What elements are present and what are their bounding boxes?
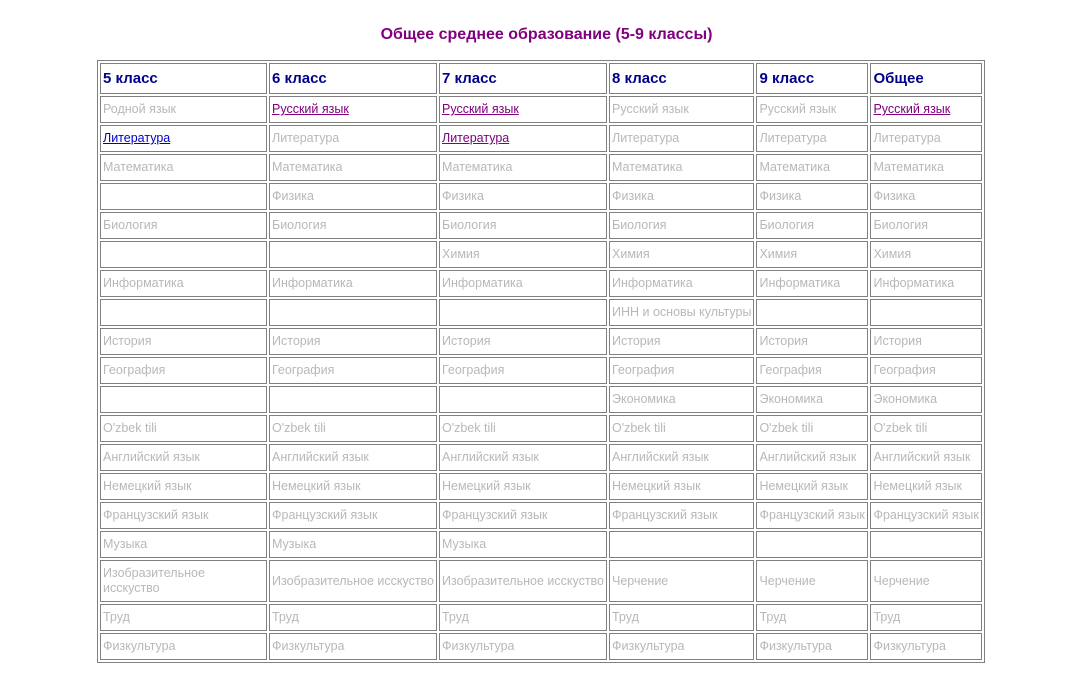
table-cell-grade-7: Изобразительное исскуство [439,560,607,602]
table-cell-grade-8: Математика [609,154,754,181]
header-grade-5: 5 класс [100,63,267,94]
table-cell-grade-6: Немецкий язык [269,473,437,500]
table-cell-grade-9: Биология [756,212,868,239]
table-cell-grade-9: Французский язык [756,502,868,529]
table-cell-grade-5 [100,125,267,152]
table-cell-grade-6: Изобразительное исскуство [269,560,437,602]
table-cell-grade-5: Французский язык [100,502,267,529]
table-cell-grade-6: Английский язык [269,444,437,471]
table-cell-grade-8 [609,531,754,558]
table-cell-grade-9 [756,531,868,558]
header-grade-6: 6 класс [269,63,437,94]
table-cell-grade-5: Немецкий язык [100,473,267,500]
table-cell-general: Биология [870,212,981,239]
table-cell-grade-8: География [609,357,754,384]
table-cell-grade-5: Изобразительное исскуство [100,560,267,602]
table-cell-grade-8: Литература [609,125,754,152]
table-cell-grade-8: Физкультура [609,633,754,660]
subject-link[interactable]: Русский язык [442,102,519,116]
header-grade-9: 9 класс [756,63,868,94]
table-cell-general: Физкультура [870,633,981,660]
table-cell-grade-6: Французский язык [269,502,437,529]
table-row [100,531,982,558]
table-cell-grade-6 [269,299,437,326]
table-cell-grade-5: История [100,328,267,355]
table-cell-grade-8: История [609,328,754,355]
table-body [100,96,982,660]
subject-link[interactable]: Русский язык [873,102,951,116]
table-cell-grade-7: История [439,328,607,355]
table-cell-grade-5 [100,299,267,326]
table-cell-grade-6: Математика [269,154,437,181]
table-cell-grade-6: История [269,328,437,355]
table-cell-grade-8: O'zbek tili [609,415,754,442]
header-grade-7: 7 класс [439,63,607,94]
table-cell-general: Немецкий язык [870,473,981,500]
table-cell-grade-8: Русский язык [609,96,754,123]
table-row [100,415,982,442]
table-cell-general: Французский язык [870,502,981,529]
table-cell-grade-6: Труд [269,604,437,631]
table-cell-grade-5: Родной язык [100,96,267,123]
table-cell-grade-5 [100,386,267,413]
table-cell-grade-8: Английский язык [609,444,754,471]
table-cell-grade-7 [439,96,607,123]
table-row [100,328,982,355]
table-cell-grade-6: Физика [269,183,437,210]
table-cell-grade-8: Химия [609,241,754,268]
table-cell-grade-9: Математика [756,154,868,181]
table-cell-grade-9: Черчение [756,560,868,602]
table-cell-general: Экономика [870,386,981,413]
subject-link[interactable]: Литература [442,131,510,145]
table-cell-grade-6 [269,386,437,413]
table-row [100,444,982,471]
table-cell-grade-7: География [439,357,607,384]
table-cell-general: Математика [870,154,981,181]
table-row [100,604,982,631]
table-cell-grade-6: Музыка [269,531,437,558]
table-cell-grade-8: Труд [609,604,754,631]
table-cell-grade-9: Физика [756,183,868,210]
table-cell-grade-7 [439,299,607,326]
table-row [100,154,982,181]
table-cell-grade-5: География [100,357,267,384]
table-cell-general: Физика [870,183,981,210]
table-row [100,473,982,500]
table-cell-general: География [870,357,981,384]
table-row [100,357,982,384]
table-cell-general: Литература [870,125,981,152]
table-cell-grade-9: Химия [756,241,868,268]
table-cell-grade-5: Труд [100,604,267,631]
table-cell-grade-9: Литература [756,125,868,152]
table-cell-grade-7: Труд [439,604,607,631]
table-cell-grade-9: Информатика [756,270,868,297]
table-cell-general [870,531,981,558]
table-cell-general: Информатика [870,270,981,297]
table-cell-grade-6 [269,241,437,268]
subjects-table [97,60,985,663]
table-cell-general [870,299,981,326]
table-cell-grade-8: Французский язык [609,502,754,529]
table-cell-general: Труд [870,604,981,631]
table-cell-grade-5: Математика [100,154,267,181]
table-cell-grade-9: История [756,328,868,355]
table-cell-grade-8: Физика [609,183,754,210]
table-cell-grade-5 [100,183,267,210]
table-cell-grade-9 [756,299,868,326]
table-cell-grade-7: Биология [439,212,607,239]
table-cell-grade-9: География [756,357,868,384]
table-row [100,212,982,239]
table-cell-grade-9: O'zbek tili [756,415,868,442]
table-cell-grade-6: Биология [269,212,437,239]
table-cell-grade-7: Физика [439,183,607,210]
page-title: Общее среднее образование (5-9 классы) [380,26,713,43]
table-cell-grade-5: Английский язык [100,444,267,471]
subject-link[interactable]: Литература [103,131,171,145]
table-row [100,96,982,123]
table-cell-grade-8: ИНН и основы культуры [609,299,754,326]
table-row [100,270,982,297]
table-cell-grade-5: Биология [100,212,267,239]
table-cell-general: Черчение [870,560,981,602]
table-row [100,502,982,529]
table-cell-general: Английский язык [870,444,981,471]
table-cell-grade-6: Физкультура [269,633,437,660]
table-row [100,299,982,326]
table-cell-grade-5 [100,241,267,268]
table-cell-grade-6: O'zbek tili [269,415,437,442]
table-cell-grade-9: Экономика [756,386,868,413]
table-cell-general: Химия [870,241,981,268]
table-cell-grade-5: Физкультура [100,633,267,660]
table-cell-grade-6 [269,96,437,123]
table-cell-grade-7: Информатика [439,270,607,297]
table-cell-general [870,96,981,123]
table-cell-grade-6: Литература [269,125,437,152]
table-row [100,241,982,268]
subject-link[interactable]: Русский язык [272,102,349,116]
table-cell-grade-7 [439,386,607,413]
table-cell-grade-8: Черчение [609,560,754,602]
table-header-row [100,63,982,94]
header-general: Общее [870,63,981,94]
table-cell-grade-9: Физкультура [756,633,868,660]
table-row [100,633,982,660]
header-grade-8: 8 класс [609,63,754,94]
table-cell-grade-5: O'zbek tili [100,415,267,442]
table-cell-grade-7: O'zbek tili [439,415,607,442]
table-cell-grade-7: Физкультура [439,633,607,660]
table-cell-grade-8: Немецкий язык [609,473,754,500]
table-row [100,125,982,152]
table-cell-grade-7: Музыка [439,531,607,558]
table-cell-grade-6: Информатика [269,270,437,297]
table-cell-grade-7: Химия [439,241,607,268]
table-cell-grade-9: Русский язык [756,96,868,123]
table-cell-grade-7 [439,125,607,152]
table-cell-grade-6: География [269,357,437,384]
table-cell-grade-9: Труд [756,604,868,631]
table-cell-grade-7: Французский язык [439,502,607,529]
table-cell-grade-7: Математика [439,154,607,181]
table-cell-grade-5: Информатика [100,270,267,297]
table-cell-grade-7: Немецкий язык [439,473,607,500]
table-row [100,183,982,210]
table-cell-grade-8: Экономика [609,386,754,413]
table-row [100,386,982,413]
table-cell-grade-9: Немецкий язык [756,473,868,500]
table-cell-grade-7: Английский язык [439,444,607,471]
table-cell-grade-5: Музыка [100,531,267,558]
table-cell-general: O'zbek tili [870,415,981,442]
table-cell-grade-9: Английский язык [756,444,868,471]
table-row [100,560,982,602]
table-cell-grade-8: Информатика [609,270,754,297]
table-cell-grade-8: Биология [609,212,754,239]
table-cell-general: История [870,328,981,355]
